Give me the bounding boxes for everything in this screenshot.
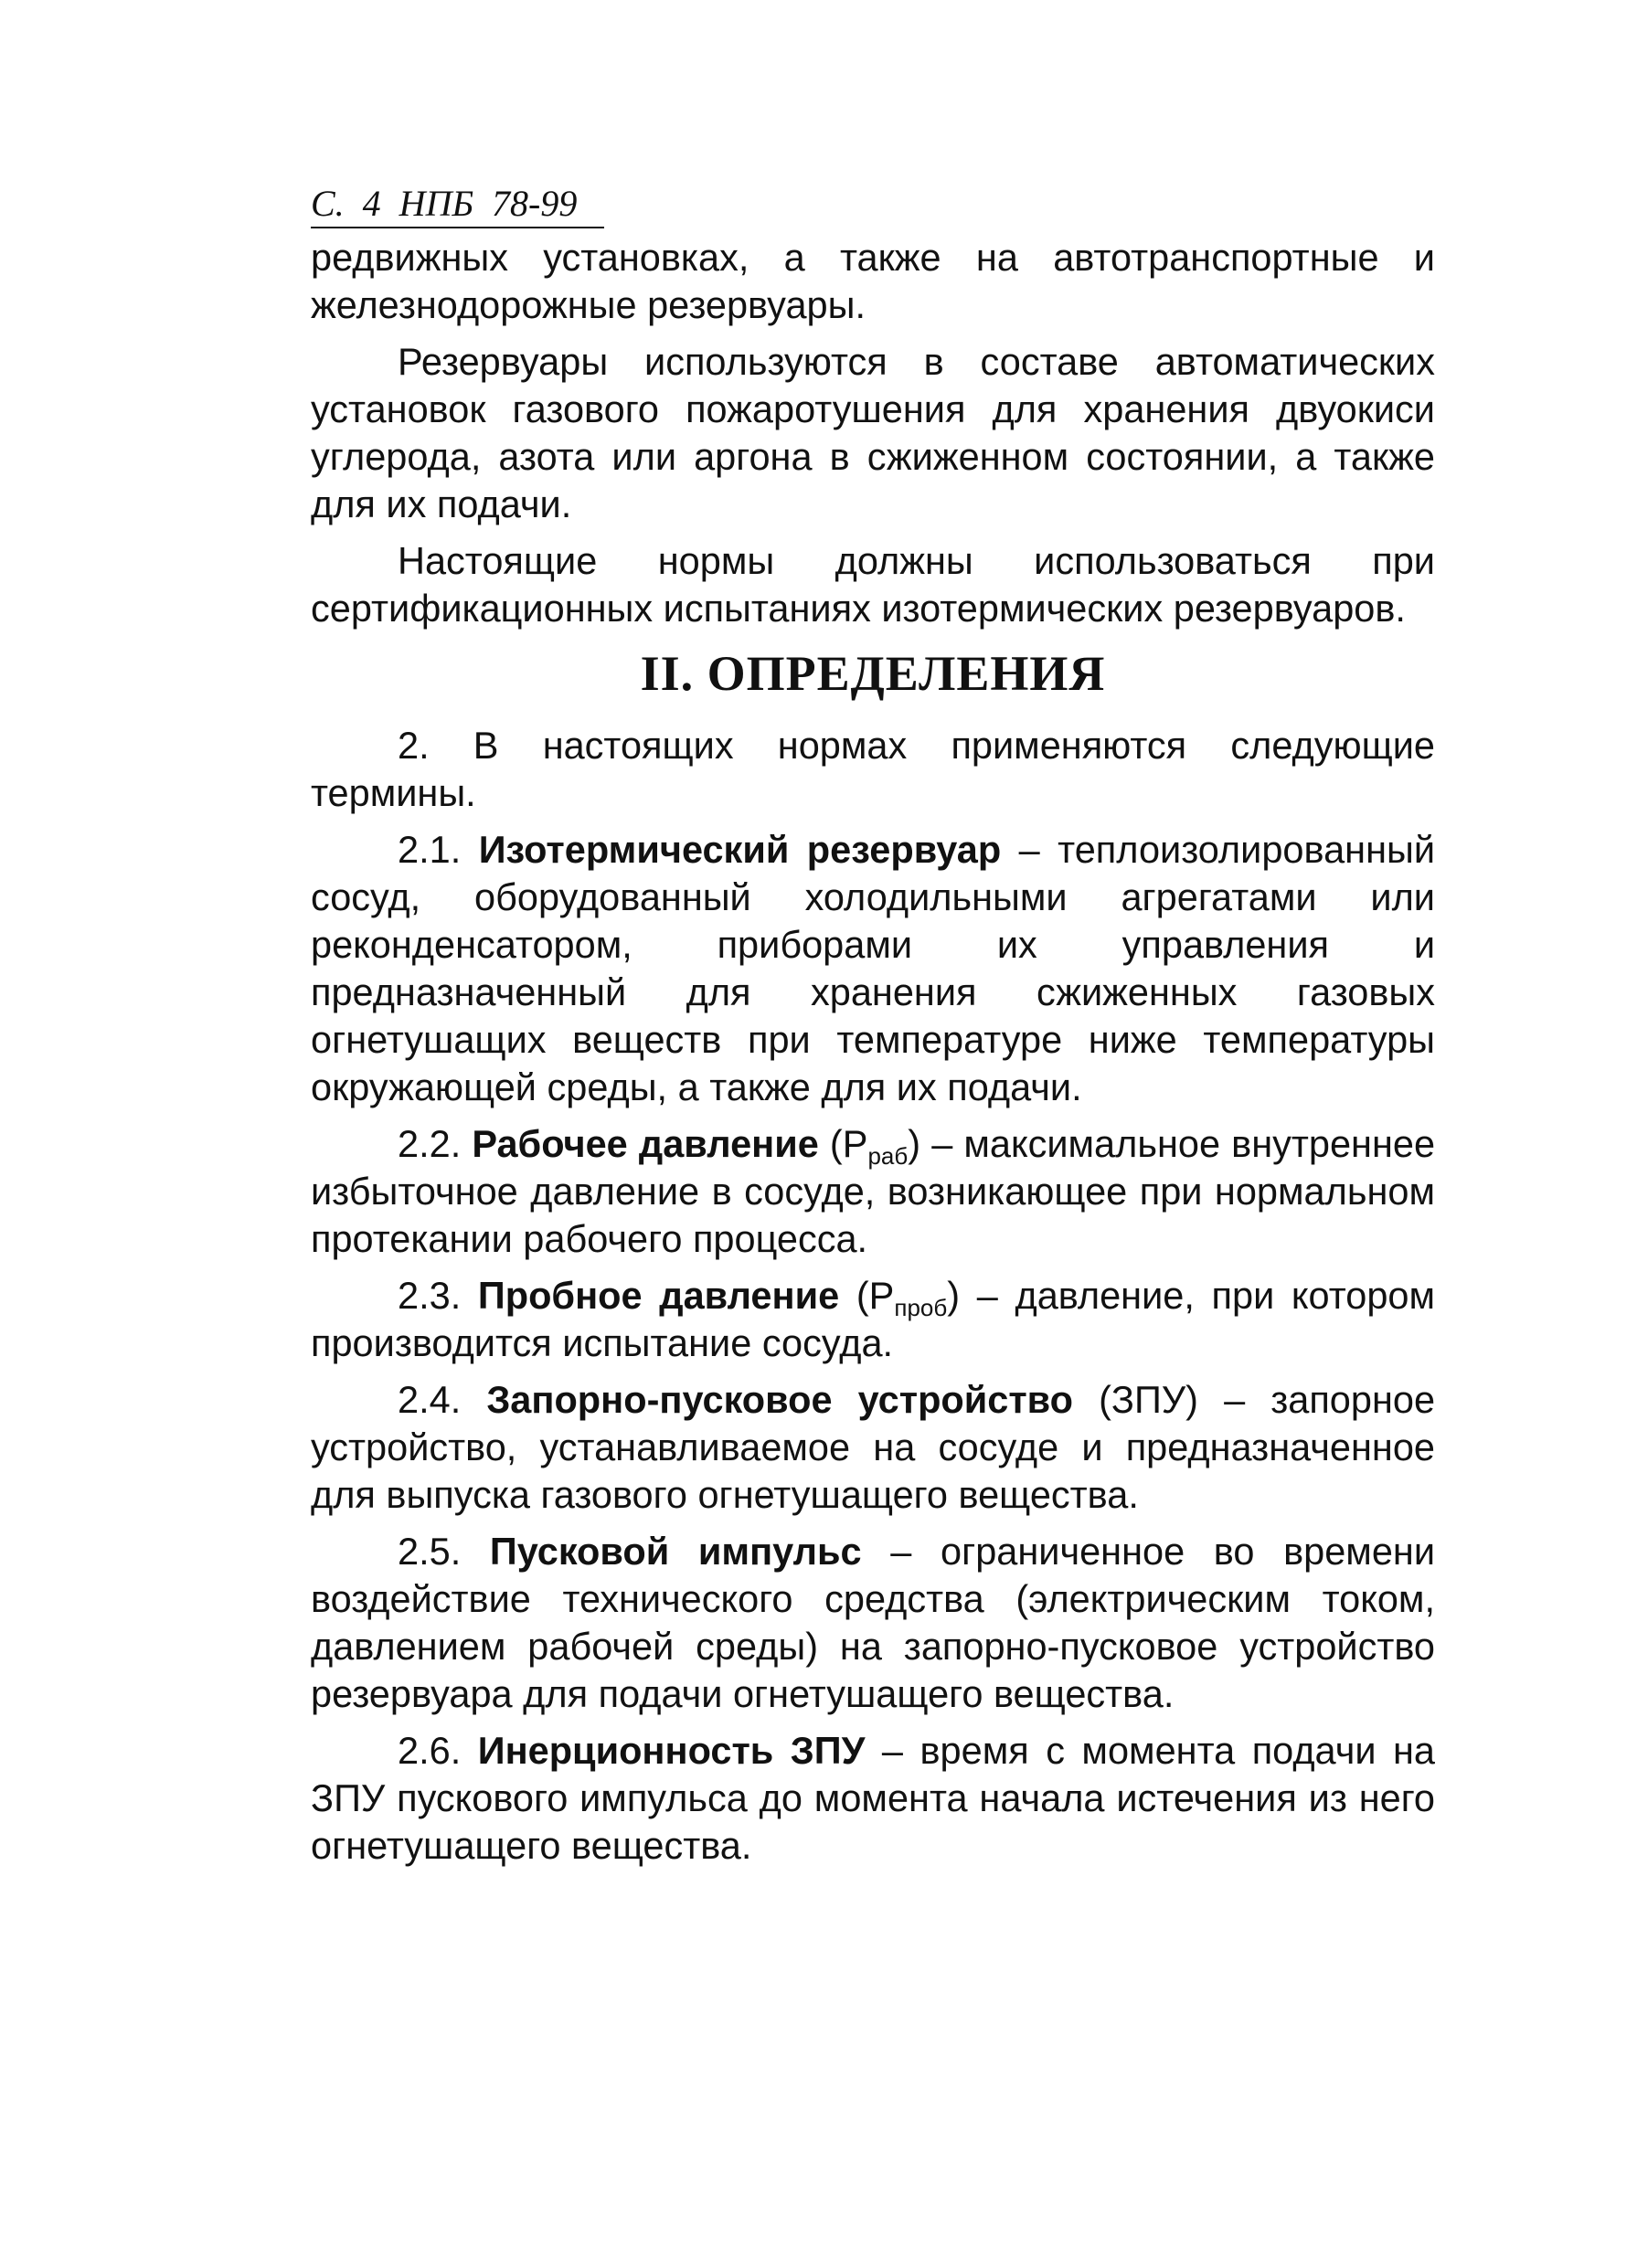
section-intro: 2. В настоящих нормах применяются следующие термины. (311, 724, 1435, 814)
definition-symbol: $(P_{раб})$ (829, 1122, 921, 1170)
definition-text: – максимальное внутреннее избыточное давление в сосуде, возникающее при нормальном протекании рабочего процесса. (311, 1122, 1436, 1260)
document-page (311, 179, 1435, 1879)
paragraph-norms-usage: Настоящие нормы должны использоваться при сертификационных испытаниях изотермических резервуаров. (311, 539, 1435, 630)
definition-symbol: $(P_{проб})$ (856, 1274, 961, 1321)
definition-2-2 (311, 1120, 1435, 1263)
definition-text: – теплоизолированный сосуд, оборудованный холодильными агрегатами или реконденсатором, приборами их управления и предназначенный для хранения сжиженных газовых огнетушащих веществ при температуре ниже температуры окружающей среды, а также для их подачи. (311, 828, 1436, 1108)
definition-number: 2.3. (398, 1274, 462, 1317)
paragraph-continuation: редвижных установках, а также на автотранспортные и железнодорожные резервуары. (311, 236, 1435, 326)
definition-term: Запорно-пусковое устройство (486, 1378, 1074, 1421)
definition-number: 2.1. (398, 828, 462, 871)
definition-term: Пусковой импульс (489, 1530, 862, 1573)
section-heading: II. ОПРЕДЕЛЕНИЯ (640, 646, 1106, 701)
definition-2-1 (311, 826, 1435, 1111)
definition-2-5 (311, 1528, 1435, 1718)
definition-2-4 (311, 1376, 1435, 1519)
definition-term: Пробное давление (477, 1274, 840, 1317)
definition-text: – время с момента подачи на ЗПУ пускового импульса до момента начала истечения из него огнетушащего вещества. (311, 1729, 1436, 1867)
definition-term: Инерционность ЗПУ (477, 1729, 866, 1772)
definition-abbr: (ЗПУ) (1099, 1378, 1198, 1421)
paragraph-tanks-usage: Резервуары используются в составе автоматических установок газового пожаротушения для хранения двуокиси углерода, азота или аргона в сжиженном состоянии, а также для их подачи. (311, 340, 1435, 525)
definition-text: – давление, при котором производится испытание сосуда. (311, 1274, 1436, 1364)
definition-number: 2.5. (398, 1530, 462, 1573)
definition-text: – ограниченное во времени воздействие технического средства (электрическим током, давлением рабочей среды) на запорно-пусковое устройство резервуара для подачи огнетушащего вещества. (311, 1530, 1436, 1715)
definition-2-6 (311, 1727, 1435, 1870)
definition-number: 2.4. (398, 1378, 462, 1421)
definition-2-3 (311, 1272, 1435, 1367)
definition-number: 2.2. (398, 1122, 462, 1165)
running-head: С. 4 НПБ 78-99 (311, 181, 604, 228)
definition-number: 2.6. (398, 1729, 462, 1772)
definition-term: Изотермический резервуар (478, 828, 1002, 871)
definition-term: Рабочее давление (472, 1122, 819, 1165)
definition-text: – запорное устройство, устанавливаемое на сосуде и предназначенное для выпуска газового огнетушащего вещества. (311, 1378, 1436, 1516)
